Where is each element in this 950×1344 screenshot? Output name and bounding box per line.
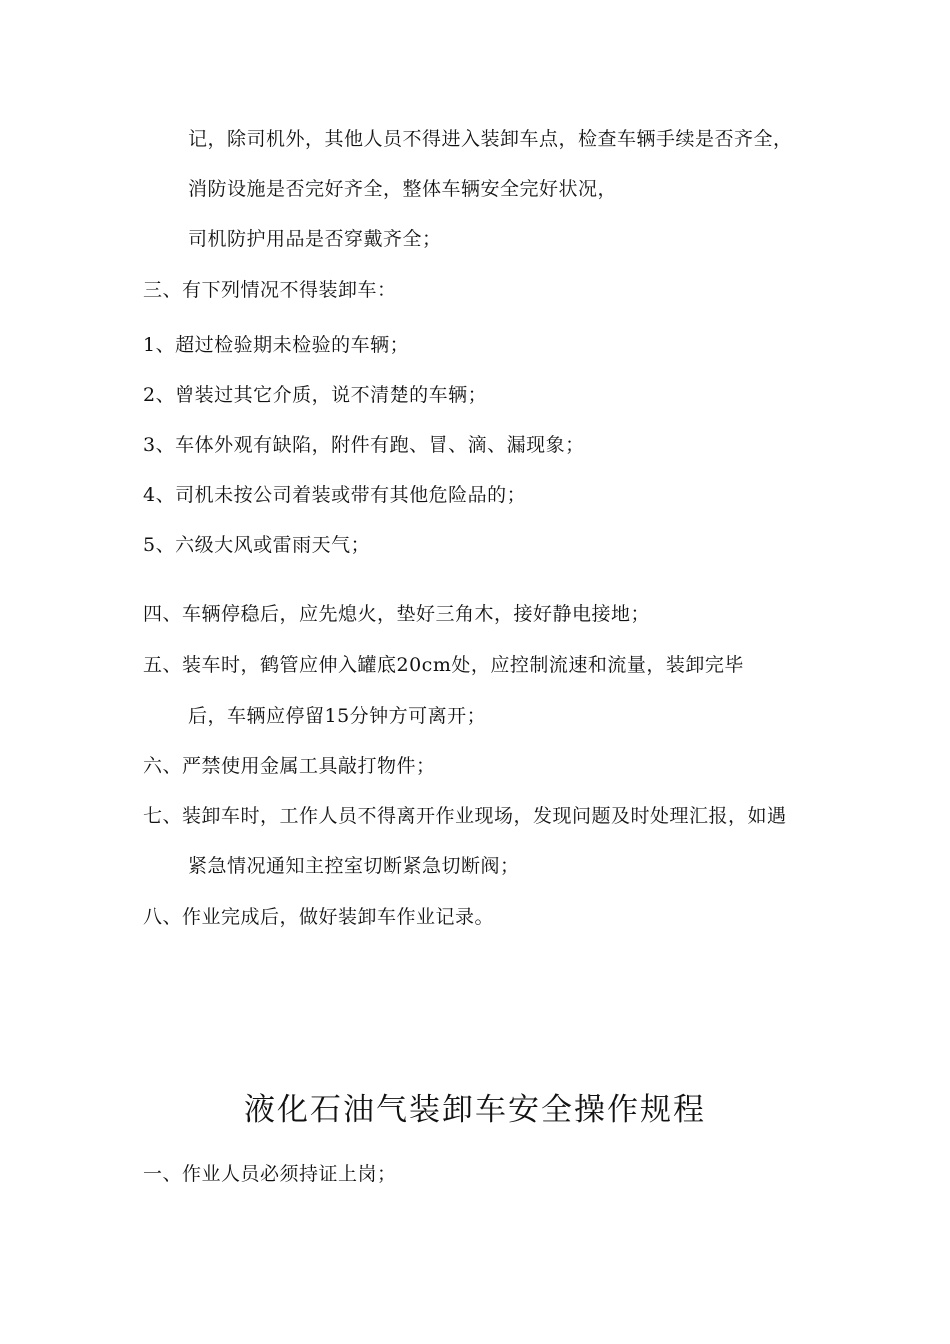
document-title: 液化石油气装卸车安全操作规程 [244, 1092, 706, 1128]
next-document-item-1: 一、作业人员必须持证上岗； [143, 1163, 397, 1185]
continuation-line-3: 司机防护用品是否穿戴齐全； [188, 228, 442, 250]
list-item-2: 2、曾装过其它介质，说不清楚的车辆； [143, 384, 488, 406]
section-6: 六、严禁使用金属工具敲打物件； [143, 755, 436, 777]
continuation-line-1: 记，除司机外，其他人员不得进入装卸车点，检查车辆手续是否齐全， [188, 128, 793, 150]
section-4: 四、车辆停稳后，应先熄火，垫好三角木，接好静电接地； [143, 603, 651, 625]
list-item-4: 4、司机未按公司着装或带有其他危险品的； [143, 484, 527, 506]
list-item-5: 5、六级大风或雷雨天气； [143, 534, 371, 556]
section-7-line-1: 七、装卸车时，工作人员不得离开作业现场，发现问题及时处理汇报，如遇 [143, 805, 787, 827]
section-5-line-2: 后，车辆应停留15分钟方可离开； [188, 705, 487, 727]
list-item-1: 1、超过检验期未检验的车辆； [143, 334, 410, 356]
section-3-heading: 三、有下列情况不得装卸车： [143, 279, 397, 301]
section-8: 八、作业完成后，做好装卸车作业记录。 [143, 906, 495, 928]
list-item-3: 3、车体外观有缺陷，附件有跑、冒、滴、漏现象； [143, 434, 585, 456]
continuation-line-2: 消防设施是否完好齐全，整体车辆安全完好状况， [188, 178, 618, 200]
section-7-line-2: 紧急情况通知主控室切断紧急切断阀； [188, 855, 520, 877]
section-5-line-1: 五、装车时，鹤管应伸入罐底20cm处，应控制流速和流量，装卸完毕 [143, 654, 744, 676]
